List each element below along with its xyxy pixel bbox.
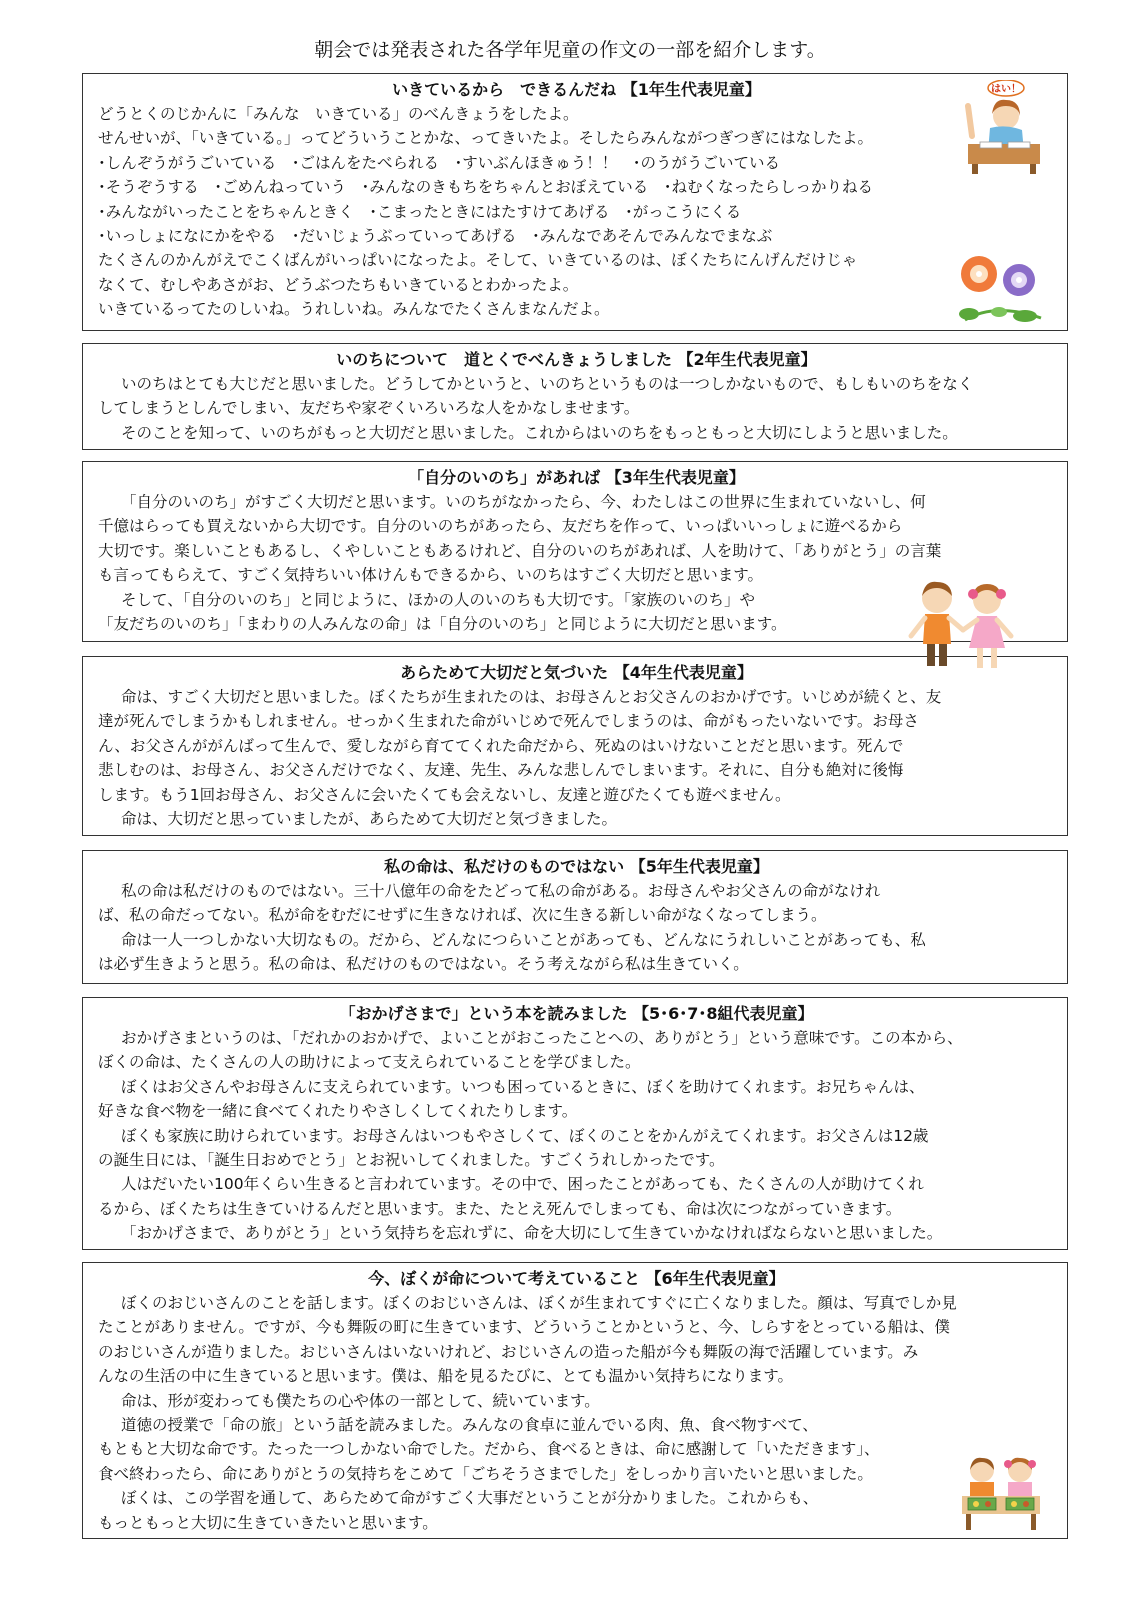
essay-title: あらためて大切だと気づいた 【4年生代表児童】 xyxy=(400,663,753,682)
essay-line: ば、私の命だってない。私が命をむだにせずに生きなければ、次に生きる新しい命がなくなってしまう。 xyxy=(98,906,827,925)
speech-bubble-text: はい！ xyxy=(991,84,1021,95)
essay-title: いのちについて 道とくでべんきょうしました 【2年生代表児童】 xyxy=(336,350,817,369)
essay-line: 好きな食べ物を一緒に食べてくれたりやさしくしてくれたりします。 xyxy=(98,1102,578,1121)
essay-line: 命は、すごく大切だと思いました。ぼくたちが生まれたのは、お母さんとお父さんのおかげです。いじめが続くと、友 xyxy=(121,688,942,706)
essay-line: ん、お父さんががんばって生んで、愛しながら育ててくれた命だから、死ぬのはいけないことだと思います。死んで xyxy=(98,736,904,755)
essay-line: の誕生日には、「誕生日おめでとう」とお祝いしてくれました。すごくうれしかったです。 xyxy=(98,1151,725,1170)
essay-title: 私の命は、私だけのものではない 【5年生代表児童】 xyxy=(384,857,769,876)
essay-line: ぼくはお父さんやお母さんに支えられています。いつも困っているときに、ぼくを助けてくれます。お兄ちゃんは、 xyxy=(121,1077,925,1096)
essay-line: もっともっと大切に生きていきたいと思います。 xyxy=(98,1513,438,1532)
essay-line: いのちはとても大じだと思いました。どうしてかというと、いのちというものは一つしかないもので、もしもいのちをなく xyxy=(121,375,974,393)
essay-line: ･みんながいったことをちゃんときく ･こまったときにはたすけてあげる ･がっこうにくる xyxy=(98,202,742,221)
essay-line: 命は、大切だと思っていましたが、あらためて大切だと気づきました。 xyxy=(121,810,618,829)
essay-line: 道徳の授業で「命の旅」という話を読みました。みんなの食卓に並んでいる肉、魚、食べ物すべて、 xyxy=(121,1416,818,1435)
essay-line: ･そうぞうする ･ごめんねっていう ･みんなのきもちをちゃんとおぼえている ･ねむくなったらしっかりねる xyxy=(98,178,874,197)
essay-line: どうとくのじかんに「みんな いきている」のべんきょうをしたよ。 xyxy=(98,105,579,123)
essay-line: 達が死んでしまうかもしれません。せっかく生まれた命がいじめで死んでしまうのは、命がもったいないです。お母さ xyxy=(98,712,919,731)
essay-line: るから、ぼくたちは生きていけるんだと思います。また、たとえ死んでしまっても、命は次につながっていきます。 xyxy=(98,1199,902,1218)
essay-line: ぼくも家族に助けられています。お母さんはいつもやさしくて、ぼくのことをかんがえてくれます。お父さんは12歳 xyxy=(121,1126,929,1145)
children-holding-hands-illustration xyxy=(905,574,1021,674)
essay-line: のおじいさんが造りました。おじいさんはいないけれど、おじいさんの造った船が今も舞阪の海で活躍しています。み xyxy=(98,1342,919,1361)
essay-line: 「友だちのいのち」「まわりの人みんなの命」は「自分のいのち」と同じように大切だと思います。 xyxy=(98,615,787,634)
girl-raising-hand-illustration xyxy=(962,80,1044,176)
essay-line: おかげさまというのは、「だれかのおかげで、よいことがおこったことへの、ありがとう」という意味です。この本から、 xyxy=(121,1029,963,1047)
essay-line: せんせいが、「いきている。」ってどういうことかな、ってきいたよ。そしたらみんながつぎつぎにはなしたよ。 xyxy=(98,129,874,148)
essay-box-grade5 xyxy=(82,850,1068,984)
essay-line: ･しんぞうがうごいている ･ごはんをたべられる ･すいぶんほきゅう！！ ･のうがうごいている xyxy=(98,153,781,172)
essay-line: 命は、形が変わっても僕たちの心や体の一部として、続いています。 xyxy=(121,1391,600,1410)
essay-box-grade2 xyxy=(82,343,1068,450)
essay-line: 食べ終わったら、命にありがとうの気持ちをこめて「ごちそうさまでした」をしっかり言いたいと思いました。 xyxy=(98,1464,873,1483)
essay-line: 大切です。楽しいこともあるし、くやしいこともあるけれど、自分のいのちがあれば、人を助けて、「ありがとう」の言葉 xyxy=(98,541,942,560)
essay-title: 「おかげさまで」という本を読みました 【5･6･7･8組代表児童】 xyxy=(339,1004,814,1023)
essay-line: なくて、むしやあさがお、どうぶつたちもいきているとわかったよ。 xyxy=(98,275,579,294)
essay-line: 私の命は私だけのものではない。三十八億年の命をたどって私の命がある。お母さんやお父さんの命がなけれ xyxy=(121,882,881,900)
essay-line: 「自分のいのち」がすごく大切だと思います。いのちがなかったら、今、わたしはこの世界に生まれていないし、何 xyxy=(121,493,926,511)
essay-title: 今、ぼくが命について考えていること 【6年生代表児童】 xyxy=(368,1269,785,1288)
essay-title: いきているから できるんだね 【1年生代表児童】 xyxy=(392,80,761,99)
morning-glory-illustration xyxy=(955,252,1047,326)
essay-line: んなの生活の中に生きていると思います。僕は、船を見るたびに、とても温かい気持ちになります。 xyxy=(98,1367,794,1386)
essay-line: は必ず生きようと思う。私の命は、私だけのものではない。そう考えながら私は生きていく。 xyxy=(98,955,749,974)
essay-box-grade4 xyxy=(82,656,1068,836)
essay-line: いきているってたのしいね。うれしいね。みんなでたくさんまなんだよ。 xyxy=(98,300,610,319)
essay-line: ぼくは、この学習を通して、あらためて命がすごく大事だということが分かりました。これからも、 xyxy=(121,1489,819,1508)
essay-line: ぼくの命は、たくさんの人の助けによって支えられていることを学びました。 xyxy=(98,1053,641,1072)
essay-line: ぼくのおじいさんのことを話します。ぼくのおじいさんは、ぼくが生まれてすぐに亡くなりました。顔は、写真でしか見 xyxy=(121,1294,957,1312)
essay-line: 千億はらっても買えないから大切です。自分のいのちがあったら、友だちを作って、いっぱいいっしょに遊べるから xyxy=(98,517,903,536)
essay-line: も言ってもらえて、すごく気持ちいい体けんもできるから、いのちはすごく大切だと思います。 xyxy=(98,566,763,585)
page-title: 朝会では発表された各学年児童の作文の一部を紹介します。 xyxy=(314,39,826,61)
essay-line: もともと大切な命です。たった一つしかない命でした。だから、食べるときは、命に感謝して「いただきます」、 xyxy=(98,1440,880,1459)
essay-line: たことがありません。ですが、今も舞阪の町に生きています、どういうことかというと、今、しらすをとっている船は、僕 xyxy=(98,1318,950,1337)
essay-box-classes-5-8 xyxy=(82,997,1068,1250)
essay-line: してしまうとしんでしまい、友だちや家ぞくいろいろな人をかなしませます。 xyxy=(98,399,640,418)
essay-line: 「おかげさまで、ありがとう」という気持ちを忘れずに、命を大切にして生きていかなければならないと思いました。 xyxy=(121,1224,943,1243)
essay-line: そして、「自分のいのち」と同じように、ほかの人のいのちも大切です。「家族のいのち」や xyxy=(121,590,755,609)
essay-line: たくさんのかんがえでこくばんがいっぱいになったよ。そして、いきているのは、ぼくたちにんげんだけじゃ xyxy=(98,251,858,270)
essay-line: ･いっしょになにかをやる ･だいじょうぶっていってあげる ･みんなであそんでみんなでまなぶ xyxy=(98,227,773,246)
essay-box-grade6 xyxy=(82,1262,1068,1539)
essay-line: 人はだいたい100年くらい生きると言われています。その中で、困ったことがあっても、たくさんの人が助けてくれ xyxy=(121,1175,924,1194)
essay-line: 悲しむのは、お母さん、お父さんだけでなく、友達、先生、みんな悲しんでしまいます。それに、自分も絶対に後悔 xyxy=(98,761,904,780)
essay-line: そのことを知って、いのちがもっと大切だと思いました。これからはいのちをもっともっと大切にしようと思いました。 xyxy=(121,423,958,442)
essay-box-grade1 xyxy=(82,73,1068,331)
essay-line: 命は一人一つしかない大切なもの。だから、どんなにつらいことがあっても、どんなにうれしいことがあっても、私 xyxy=(121,930,926,949)
essay-line: します。もう1回お母さん、お父さんに会いたくても会えないし、友達と遊びたくても遊べません。 xyxy=(98,785,791,804)
essay-title: 「自分のいのち」があれば 【3年生代表児童】 xyxy=(408,468,745,487)
kids-eating-lunch-illustration xyxy=(958,1452,1044,1532)
